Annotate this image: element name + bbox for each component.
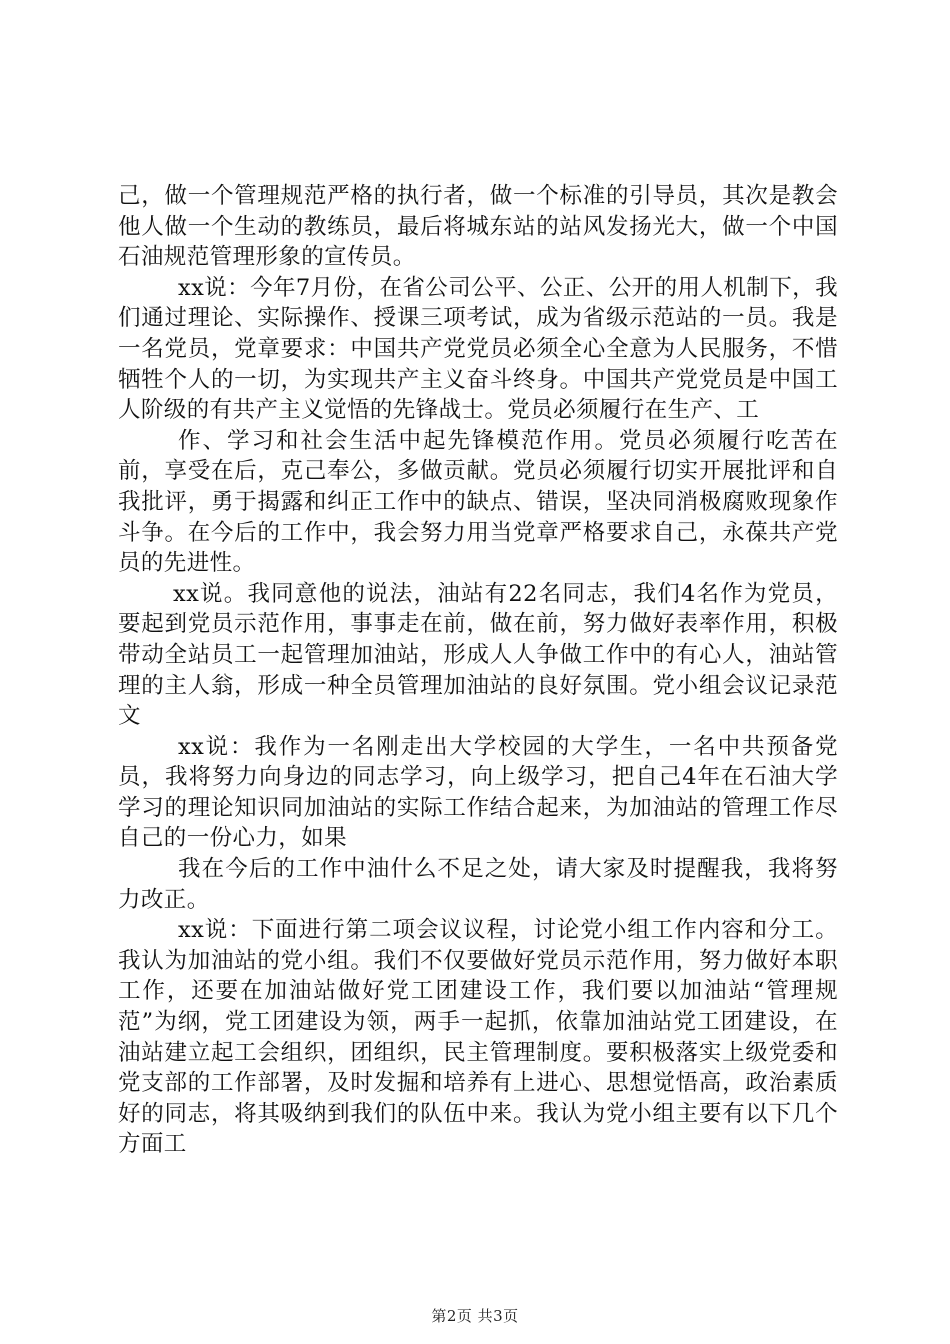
paragraph-statement-3: xx说：我作为一名刚走出大学校园的大学生，一名中共预备党员，我将努力向身边的同志学习，向上级学习，把自己4年在石油大学学习的理论知识同加油站的实际工作结合起来，为加油站的管理工作尽自己的一份心力，如果 — [118, 733, 838, 852]
paragraph-statement-4: xx说：下面进行第二项会议议程，讨论党小组工作内容和分工。我认为加油站的党小组。我们不仅要做好党员示范作用，努力做好本职工作，还要在加油站做好党工团建设工作，我们要以加油站“管理规范”为纲，党工团建设为领，两手一起抓，依靠加油站党工团建设，在油站建立起工会组织，团组织，民主管理制度。要积极落实上级党委和党支部的工作部署，及时发掘和培养有上进心、思想觉悟高，政治素质好的同志，将其吸纳到我们的队伍中来。我认为党小组主要有以下几个方面工 — [118, 917, 838, 1158]
paragraph-continuation: 己，做一个管理规范严格的执行者，做一个标准的引导员，其次是教会他人做一个生动的教练员，最后将城东站的站风发扬光大，做一个中国石油规范管理形象的宣传员。 — [118, 183, 838, 271]
paragraph-statement-3-cont: 我在今后的工作中油什么不足之处，请大家及时提醒我，我将努力改正。 — [118, 856, 838, 913]
paragraph-statement-1: xx说：今年7月份，在省公司公平、公正、公开的用人机制下，我们通过理论、实际操作、授课三项考试，成为省级示范站的一员。我是一名党员，党章要求：中国共产党党员必须全心全意为人民服务，不惜牺牲个人的一切，为实现共产主义奋斗终身。中国共产党党员是中国工人阶级的有共产主义觉悟的先锋战士。党员必须履行在生产、工 — [118, 274, 838, 424]
paragraph-statement-2: xx说。我同意他的说法，油站有22名同志，我们4名作为党员，要起到党员示范作用，事事走在前，做在前，努力做好表率作用，积极带动全站员工一起管理加油站，形成人人争做工作中的有心人，油站管理的主人翁，形成一种全员管理加油站的良好氛围。党小组会议记录范文 — [118, 580, 838, 730]
page-number-footer: 第2页 共3页 — [431, 1307, 519, 1325]
document-body — [118, 181, 838, 1160]
paragraph-statement-1-cont: 作、学习和社会生活中起先锋模范作用。党员必须履行吃苦在前，享受在后，克己奉公，多做贡献。党员必须履行切实开展批评和自我批评，勇于揭露和纠正工作中的缺点、错误，坚决同消极腐败现象作斗争。在今后的工作中，我会努力用当党章严格要求自己，永葆共产党员的先进性。 — [118, 427, 838, 577]
